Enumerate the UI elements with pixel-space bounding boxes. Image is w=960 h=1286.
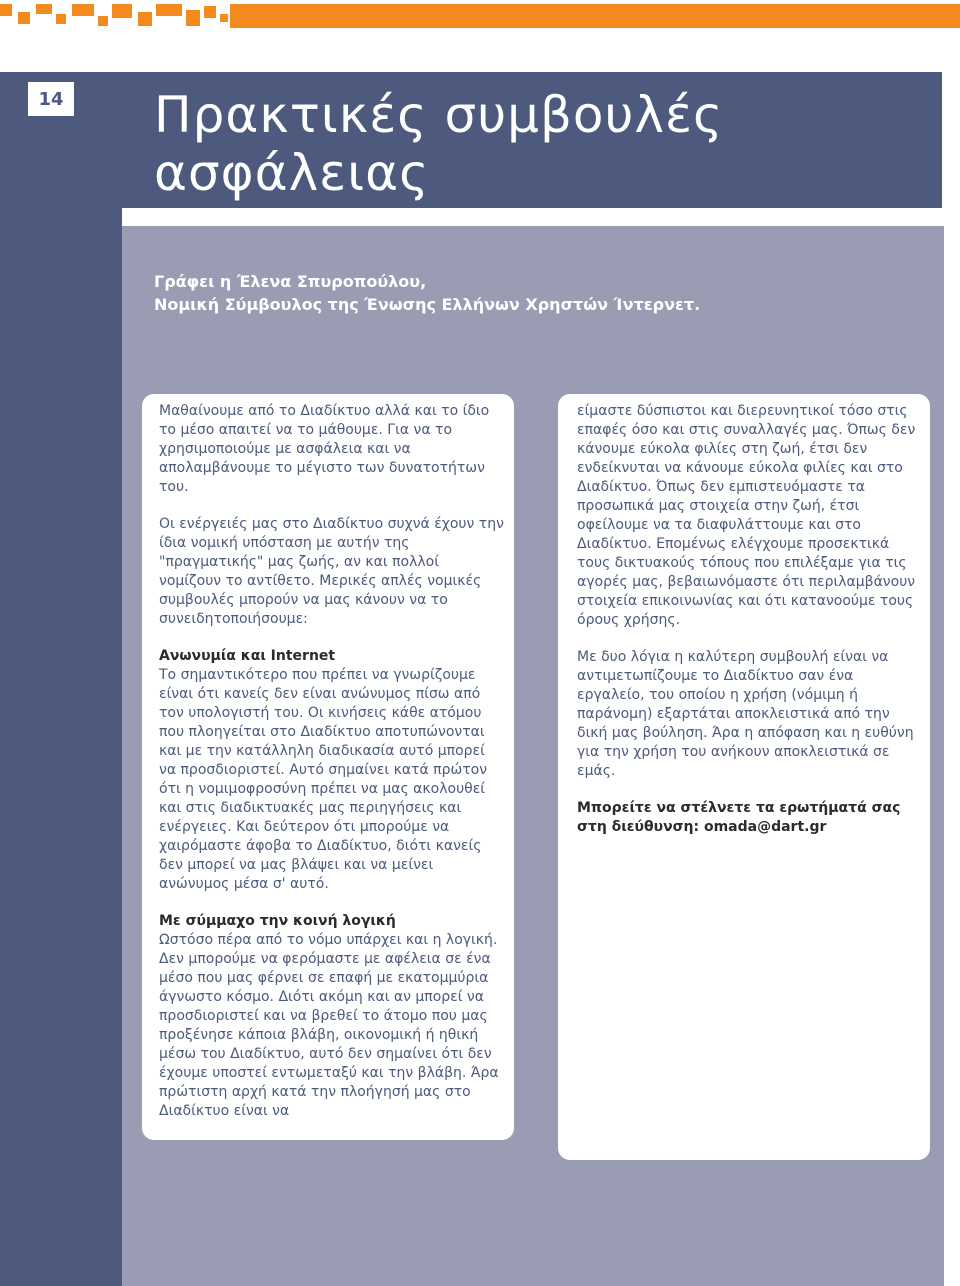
legal-paragraph: Οι ενέργειές μας στο Διαδίκτυο συχνά έχουν την ίδια νομική υπόσταση με αυτήν της "πραγματικής" μας ζωής, αν και πολλοί νομίζουν το αντίθετο. Μερικές απλές νομικές συμβουλές μπορούν να μας κάνουν να το συνειδητοποιήσουμε: (159, 516, 504, 627)
left-column (159, 402, 504, 1139)
title-line-1: Πρακτικές συμβουλές (154, 86, 724, 144)
left-sidebar-strip (0, 72, 122, 1286)
pixel-square (186, 10, 200, 26)
contact-paragraph: Μπορείτε να στέλνετε τα ερωτήματά σας στη διεύθυνση: omada@dart.gr (577, 800, 901, 835)
pixel-square (36, 4, 52, 14)
orange-header-band (230, 4, 960, 28)
title-banner (122, 72, 942, 208)
pixel-square (220, 14, 228, 22)
pixel-square (156, 4, 182, 16)
common-sense-paragraph: Ωστόσο πέρα από το νόμο υπάρχει και η λογική. Δεν μπορούμε να φερόμαστε με αφέλεια σε ένα μέσο που μας φέρνει σε επαφή με εκατομμύρια άγνωστο κόσμο. Διότι ακόμη και αν μπορεί να προσδιοριστεί και να βρεθεί το άτομο που μας προξένησε κάποια βλάβη, οικονομική ή ηθική μέσω του Διαδίκτυο, αυτό δεν σημαίνει ότι δεν έχουμε υποστεί εντωμεταξύ και την βλάβη. Άρα πρώτιστη αρχή κατά την πλοήγησή μας στο Διαδίκτυο είναι να (159, 932, 499, 1119)
section-heading-anonymity: Ανωνυμία και Internet (159, 648, 336, 664)
caution-paragraph: είμαστε δύσπιστοι και διερευνητικοί τόσο στις επαφές όσο και στις συναλλαγές μας. Όπως δεν κάνουμε εύκολα φιλίες στη ζωή, έτσι δεν ενδείκνυται να κάνουμε εύκολα φιλίες και στο Διαδίκτυο. Όπως δεν εμπιστευόμαστε τα προσωπικά μας στοιχεία στην ζωή, έτσι οφείλουμε να τα διαφυλάττουμε και στο Διαδίκτυο. Επομένως ελέγχουμε προσεκτικά τους δικτυακούς τόπους που επιλέξαμε για τις αγορές μας, βεβαιωνόμαστε ότι περιλαμβάνουν στοιχεία επικοινωνίας και ότι κατανοούμε τους όρους χρήσης. (577, 403, 916, 628)
title-line-2: ασφάλειας (154, 144, 430, 202)
pixel-square (204, 6, 216, 18)
pixel-square (56, 14, 66, 24)
section-heading-common-sense: Με σύμμαχο την κοινή λογική (159, 913, 396, 929)
intro-paragraph: Μαθαίνουμε από το Διαδίκτυο αλλά και το ίδιο το μέσο απαιτεί να το μάθουμε. Για να το χρησιμοποιούμε με ασφάλεια και να απολαμβάνουμε το μέγιστο των δυνατοτήτων του. (159, 403, 490, 495)
right-column (577, 402, 922, 855)
page-number: 14 (28, 82, 74, 116)
pixel-square (112, 4, 132, 18)
pixel-square (0, 4, 12, 16)
pixel-square (18, 12, 30, 24)
header-decoration (0, 0, 960, 32)
summary-paragraph: Με δυο λόγια η καλύτερη συμβουλή είναι να αντιμετωπίζουμε το Διαδίκτυο σαν ένα εργαλείο, του οποίου η χρήση (νόμιμη ή παράνομη) εξαρτάται αποκλειστικά από την δική μας βούληση. Άρα η απόφαση και η ευθύνη για την χρήση του ανήκουν αποκλειστικά σε εμάς. (577, 649, 914, 779)
author-line-1: Γράφει η Έλενα Σπυροπούλου, (154, 272, 427, 291)
pixel-square (98, 16, 108, 26)
page-title (154, 86, 723, 202)
author-line-2: Νομική Σύμβουλος της Ένωσης Ελλήνων Χρηστών Ίντερνετ. (154, 295, 701, 314)
anonymity-paragraph: Το σημαντικότερο που πρέπει να γνωρίζουμε είναι ότι κανείς δεν είναι ανώνυμος πίσω από τον υπολογιστή του. Οι κινήσεις κάθε ατόμου που πλοηγείται στο Διαδίκτυο αποτυπώνονται και με την κατάλληλη διαδικασία αυτό μπορεί να προσδιοριστεί. Αυτό σημαίνει κατά πρώτον ότι η νομιμοφροσύνη πρέπει να μας ακολουθεί και στις διαδικτυακές μας περιηγήσεις και ενέργειες. Και δεύτερον ότι μπορούμε να χαιρόμαστε άφοβα το Διαδίκτυο, διότι κανείς δεν μπορεί να μας βλάψει και να μείνει ανώνυμος μέσα σ' αυτό. (159, 667, 488, 892)
author-byline (154, 270, 700, 316)
pixel-square (138, 12, 152, 26)
pixel-square (72, 4, 94, 16)
